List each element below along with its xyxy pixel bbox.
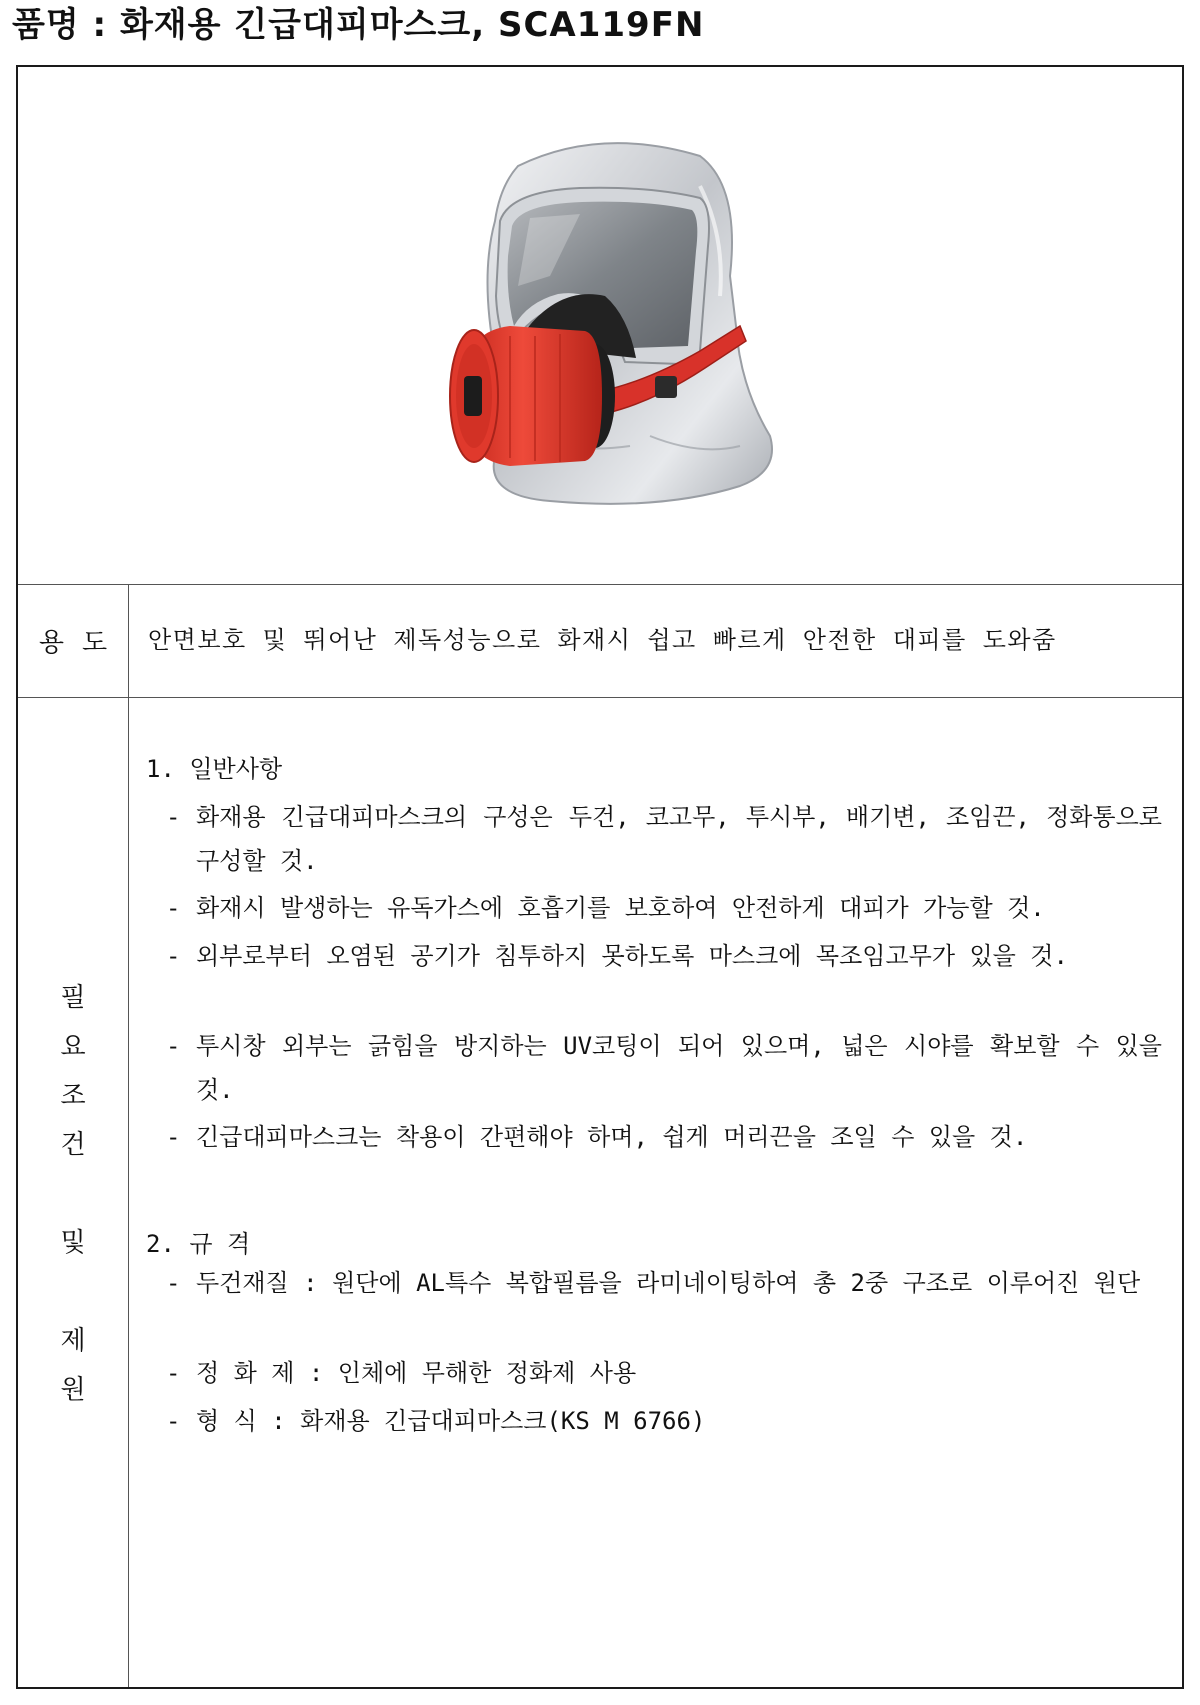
general-item-text: 외부로부터 오염된 공기가 침투하지 못하도록 마스크에 목조임고무가 있을 것. (196, 942, 1068, 970)
bullet-dash: - (166, 942, 181, 970)
spec-item (166, 1261, 1162, 1305)
general-item (166, 934, 1162, 978)
bullet-dash: - (166, 1123, 181, 1151)
general-item-text: 긴급대피마스크는 착용이 간편해야 하며, 쉽게 머리끈을 조일 수 있을 것. (196, 1123, 1028, 1151)
spec-item (166, 1399, 1162, 1443)
requirements-label (18, 698, 128, 1691)
requirements-label-char: 요 (60, 1032, 86, 1062)
usage-text: 안면보호 및 뛰어난 제독성능으로 화재시 쉽고 빠르게 안전한 대피를 도와줌 (148, 626, 1057, 654)
spec-heading: 2. 규 격 (146, 1230, 251, 1258)
general-item (166, 795, 1162, 883)
requirements-label-char: 및 (60, 1228, 86, 1258)
column-divider (128, 584, 129, 1687)
requirements-label-char: 제 (60, 1326, 86, 1356)
general-item (166, 1024, 1162, 1112)
general-item-text: 투시창 외부는 긁힘을 방지하는 UV코팅이 되어 있으며, 넓은 시야를 확보할 수 있을 것. (196, 1032, 1162, 1104)
usage-label: 용도 (38, 628, 126, 658)
requirements-label-char: 조 (60, 1081, 86, 1111)
bullet-dash: - (166, 1359, 181, 1387)
bullet-dash: - (166, 803, 181, 831)
spec-table (16, 65, 1184, 1689)
general-item-text: 화재시 발생하는 유독가스에 호흡기를 보호하여 안전하게 대피가 가능할 것. (196, 894, 1045, 922)
general-item (166, 886, 1162, 930)
spec-item-text: 정 화 제 : 인체에 무해한 정화제 사용 (196, 1359, 637, 1387)
bullet-dash: - (166, 1269, 181, 1297)
spec-item (166, 1351, 1162, 1395)
bullet-dash: - (166, 1407, 181, 1435)
fire-escape-hood-mask-icon (400, 126, 800, 526)
document-title: 품명 : 화재용 긴급대피마스크, SCA119FN (12, 5, 705, 45)
requirements-label-char: 원 (60, 1375, 86, 1405)
requirements-body (146, 698, 1162, 1687)
general-item (166, 1115, 1162, 1159)
spec-item-text: 두건재질 : 원단에 AL특수 복합필름을 라미네이팅하여 총 2중 구조로 이루어진 원단 (196, 1269, 1141, 1297)
requirements-label-char: 필 (60, 983, 86, 1013)
bullet-dash: - (166, 1032, 181, 1060)
general-heading: 1. 일반사항 (146, 755, 283, 783)
general-item-text: 화재용 긴급대피마스크의 구성은 두건, 코고무, 투시부, 배기변, 조임끈, 정화통으로 구성할 것. (196, 803, 1162, 875)
spec-item-text: 형 식 : 화재용 긴급대피마스크(KS M 6766) (196, 1407, 706, 1435)
product-image (18, 67, 1182, 584)
bullet-dash: - (166, 894, 181, 922)
requirements-label-char: 건 (60, 1130, 86, 1160)
